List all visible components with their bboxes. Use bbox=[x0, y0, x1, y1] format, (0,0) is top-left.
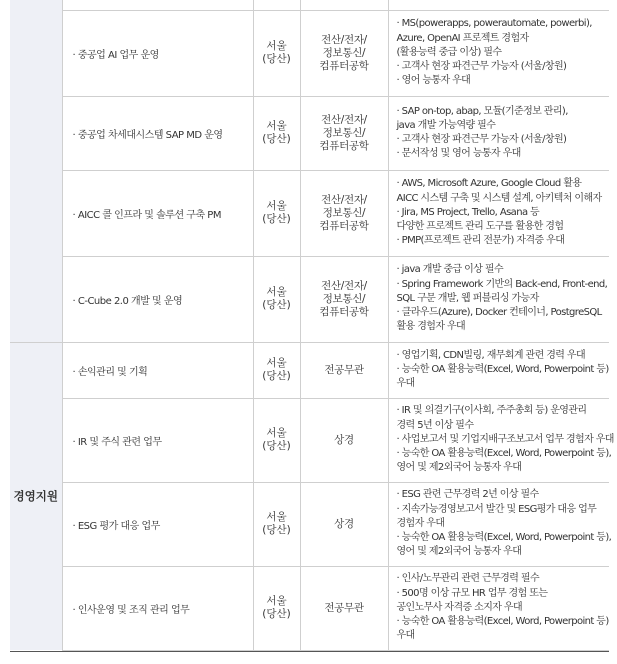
location-cell bbox=[253, 96, 300, 170]
requirements-cell bbox=[388, 566, 609, 650]
major-line: 전산/전자/ bbox=[321, 279, 367, 292]
table-row bbox=[10, 482, 609, 566]
major-cell bbox=[300, 10, 388, 96]
major-cell bbox=[300, 256, 388, 342]
table-bottom-rule bbox=[10, 651, 609, 652]
requirement-line: · 문서작성 및 영어 능통자 우대 bbox=[396, 148, 521, 160]
table-row bbox=[10, 170, 609, 256]
requirement-line: 경험자 우대 bbox=[396, 517, 445, 529]
requirement-line: · 고객사 현장 파견근무 가능자 (서울/창원) bbox=[396, 61, 567, 73]
requirement-line: 공인노무사 자격증 소지자 우대 bbox=[396, 601, 523, 613]
requirement-line: · AWS, Microsoft Azure, Google Cloud 활용 bbox=[396, 178, 582, 190]
major-line: 상경 bbox=[334, 433, 354, 446]
location-cell bbox=[253, 170, 300, 256]
major-cell bbox=[300, 170, 388, 256]
location-cell bbox=[253, 342, 300, 398]
requirement-line: 우대 bbox=[396, 378, 415, 390]
location-line: (당산) bbox=[262, 299, 291, 311]
location-cell bbox=[253, 10, 300, 96]
requirement-line: · 영어 능통자 우대 bbox=[396, 75, 471, 87]
location-cell bbox=[253, 398, 300, 482]
job-title: · 손익관리 및 기획 bbox=[62, 342, 253, 398]
requirements-cell bbox=[388, 342, 609, 398]
requirement-line: 경력 5년 이상 필수 bbox=[396, 419, 474, 431]
major-line: 전산/전자/ bbox=[321, 113, 367, 126]
requirement-line: 활용 경험자 우대 bbox=[396, 321, 466, 333]
requirement-line: · IR 및 의결기구(이사회, 주주총회 등) 운영관리 bbox=[396, 405, 587, 417]
requirements-cell bbox=[388, 0, 609, 10]
major-cell bbox=[300, 0, 388, 10]
requirement-line: 영어 및 제2외국어 능통자 우대 bbox=[396, 462, 522, 474]
major-line: 전산/전자/ bbox=[321, 33, 367, 46]
location-line: (당산) bbox=[262, 133, 291, 145]
major-line: 정보통신/ bbox=[322, 126, 366, 139]
table-row bbox=[10, 398, 609, 482]
requirement-line: · 고객사 현장 파견근무 가능자 (서울/창원) bbox=[396, 134, 567, 145]
major-cell bbox=[300, 566, 388, 650]
requirement-line: (활용능력 중급 이상) 필수 bbox=[396, 46, 502, 58]
requirement-line: · Spring Framework 기반의 Back-end, Front-end, bbox=[396, 278, 608, 290]
requirement-line: · 인사/노무관리 관련 근무경력 필수 bbox=[396, 573, 540, 585]
major-line: 컴퓨터공학 bbox=[319, 59, 369, 72]
job-title: · AICC 콜 인프라 및 솔루션 구축 PM bbox=[62, 170, 253, 256]
location-cell bbox=[253, 482, 300, 566]
location-line: (당산) bbox=[262, 440, 291, 452]
requirement-line: 다양한 프로젝트 관리 도구를 활용한 경험 bbox=[396, 221, 564, 233]
location-line: 서울 bbox=[266, 511, 287, 523]
location-line: 서울 bbox=[266, 40, 287, 52]
requirement-line: · 사업보고서 및 기업지배구조보고서 업무 경험자 우대 bbox=[396, 433, 614, 445]
major-line: 상경 bbox=[334, 517, 354, 530]
requirement-line: Azure, OpenAI 프로젝트 경험자 bbox=[396, 32, 529, 44]
requirements-cell bbox=[388, 398, 614, 482]
location-line: (당산) bbox=[262, 213, 291, 225]
major-cell bbox=[300, 482, 388, 566]
job-title bbox=[62, 0, 253, 10]
major-line: 컴퓨터공학 bbox=[319, 219, 369, 232]
table-row bbox=[10, 96, 609, 170]
job-title: · IR 및 주식 관련 업무 bbox=[62, 398, 253, 482]
requirements-cell bbox=[388, 10, 609, 96]
major-line: 전산/전자/ bbox=[321, 193, 367, 206]
location-line: (당산) bbox=[262, 53, 291, 65]
major-line: 컴퓨터공학 bbox=[319, 305, 369, 318]
major-line: 정보통신/ bbox=[322, 292, 366, 305]
requirement-line: · 클라우드(Azure), Docker 컨테이너, PostgreSQL bbox=[396, 307, 602, 319]
requirement-line: java 개발 가능역량 필수 bbox=[396, 119, 496, 131]
location-line: 서울 bbox=[266, 427, 287, 439]
requirement-line: · 능숙한 OA 활용능력(Excel, Word, Powerpoint 등) bbox=[396, 363, 609, 375]
requirement-line: · java 개발 중급 이상 필수 bbox=[396, 264, 504, 276]
requirement-line: · MS(powerapps, powerautomate, powerbi), bbox=[396, 18, 592, 30]
location-line: 서울 bbox=[266, 595, 287, 607]
requirements-cell bbox=[388, 256, 609, 342]
job-title: · 인사운영 및 조직 관리 업무 bbox=[62, 566, 253, 650]
job-title: · C-Cube 2.0 개발 및 운영 bbox=[62, 256, 253, 342]
location-cell bbox=[253, 566, 300, 650]
requirement-line: · 능숙한 OA 활용능력(Excel, Word, Powerpoint 등) bbox=[396, 616, 609, 628]
requirement-line: SQL 구문 개발, 웹 퍼블리싱 가능자 bbox=[396, 292, 539, 304]
requirement-line: 영어 및 제2외국어 능통자 우대 bbox=[396, 546, 522, 558]
location-line: 서울 bbox=[266, 120, 287, 132]
table-row bbox=[10, 342, 609, 398]
requirements-cell bbox=[388, 170, 609, 256]
location-cell bbox=[253, 256, 300, 342]
location-line: (당산) bbox=[262, 524, 291, 536]
requirement-line: · 능숙한 OA 활용능력(Excel, Word, Powerpoint 등), bbox=[396, 532, 612, 544]
major-cell bbox=[300, 342, 388, 398]
requirement-line: · 지속가능경영보고서 발간 및 ESG평가 대응 업무 bbox=[396, 503, 597, 515]
location-line: (당산) bbox=[262, 370, 291, 382]
major-line: 정보통신/ bbox=[322, 206, 366, 219]
table-row bbox=[10, 566, 609, 650]
job-posting-table bbox=[10, 0, 614, 651]
major-line: 전공무관 bbox=[324, 363, 364, 376]
requirement-line: · 500명 이상 규모 HR 업무 경험 또는 bbox=[396, 587, 548, 599]
major-line: 컴퓨터공학 bbox=[319, 139, 369, 152]
requirement-line: · 영업기획, CDN빌링, 재무회계 관련 경력 우대 bbox=[396, 349, 586, 361]
job-title: · 중공업 AI 업무 운영 bbox=[62, 10, 253, 96]
location-line: 서울 bbox=[266, 200, 287, 212]
requirement-line: · PMP(프로젝트 관리 전문가) 자격증 우대 bbox=[396, 235, 565, 247]
requirements-cell bbox=[388, 96, 609, 170]
category-cell-it bbox=[10, 0, 62, 342]
requirement-line: · SAP on-top, abap, 모듈(기준정보 관리), bbox=[396, 105, 568, 117]
major-line: 전공무관 bbox=[324, 601, 364, 614]
major-line: 정보통신/ bbox=[322, 46, 366, 59]
requirement-line: · ESG 관련 근무경력 2년 이상 필수 bbox=[396, 489, 539, 501]
location-line: 서울 bbox=[266, 286, 287, 298]
job-title: · 중공업 차세대시스템 SAP MD 운영 bbox=[62, 96, 253, 170]
location-cell bbox=[253, 0, 300, 10]
category-cell-management-support: 경영지원 bbox=[10, 342, 62, 650]
location-line: (당산) bbox=[262, 608, 291, 620]
table-row bbox=[10, 256, 609, 342]
table-row bbox=[10, 0, 609, 10]
major-cell bbox=[300, 398, 388, 482]
table-row bbox=[10, 10, 609, 96]
job-title: · ESG 평가 대응 업무 bbox=[62, 482, 253, 566]
requirement-line: · Jira, MS Project, Trello, Asana 등 bbox=[396, 206, 540, 218]
location-line: 서울 bbox=[266, 357, 287, 369]
major-cell bbox=[300, 96, 388, 170]
requirement-line: AICC 시스템 구축 및 시스템 설계, 아키텍처 이해자 bbox=[396, 192, 602, 204]
requirement-line: 우대 bbox=[396, 630, 415, 642]
requirement-line: · 능숙한 OA 활용능력(Excel, Word, Powerpoint 등), bbox=[396, 448, 612, 460]
requirements-cell bbox=[388, 482, 612, 566]
